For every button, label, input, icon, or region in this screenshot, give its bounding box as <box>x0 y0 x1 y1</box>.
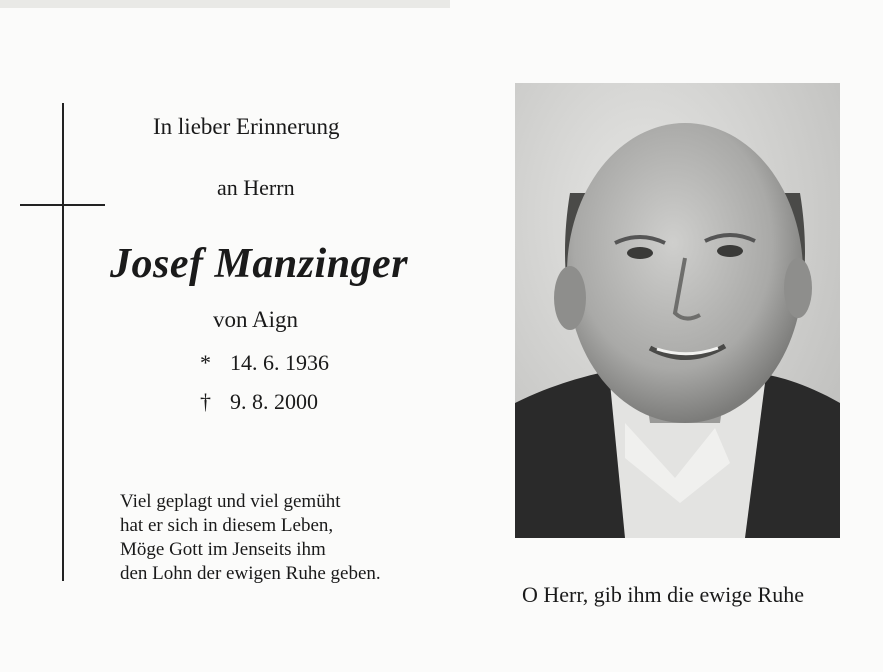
paper-edge <box>0 0 450 8</box>
origin-text: von Aign <box>213 307 298 332</box>
caption-text: O Herr, gib ihm die ewige Ruhe <box>522 582 804 607</box>
poem-line: hat er sich in diesem Leben, <box>120 515 334 536</box>
salutation-text: an Herrn <box>217 175 295 200</box>
intro-text: In lieber Erinnerung <box>153 114 340 139</box>
poem-line: Möge Gott im Jenseits ihm <box>120 539 326 560</box>
cross-horizontal-bar <box>20 204 105 206</box>
birth-date: 14. 6. 1936 <box>230 350 329 375</box>
cross-vertical-bar <box>62 103 64 581</box>
deceased-name: Josef Manzinger <box>110 241 409 287</box>
death-line <box>200 389 318 415</box>
portrait-illustration <box>515 83 840 538</box>
birth-line <box>200 350 329 376</box>
death-date: 9. 8. 2000 <box>230 389 318 414</box>
birth-symbol: * <box>200 350 211 375</box>
poem <box>120 490 381 586</box>
death-symbol: † <box>200 389 211 414</box>
portrait-photo <box>515 83 840 538</box>
poem-line: Viel geplagt und viel gemüht <box>120 491 341 512</box>
poem-line: den Lohn der ewigen Ruhe geben. <box>120 563 381 584</box>
